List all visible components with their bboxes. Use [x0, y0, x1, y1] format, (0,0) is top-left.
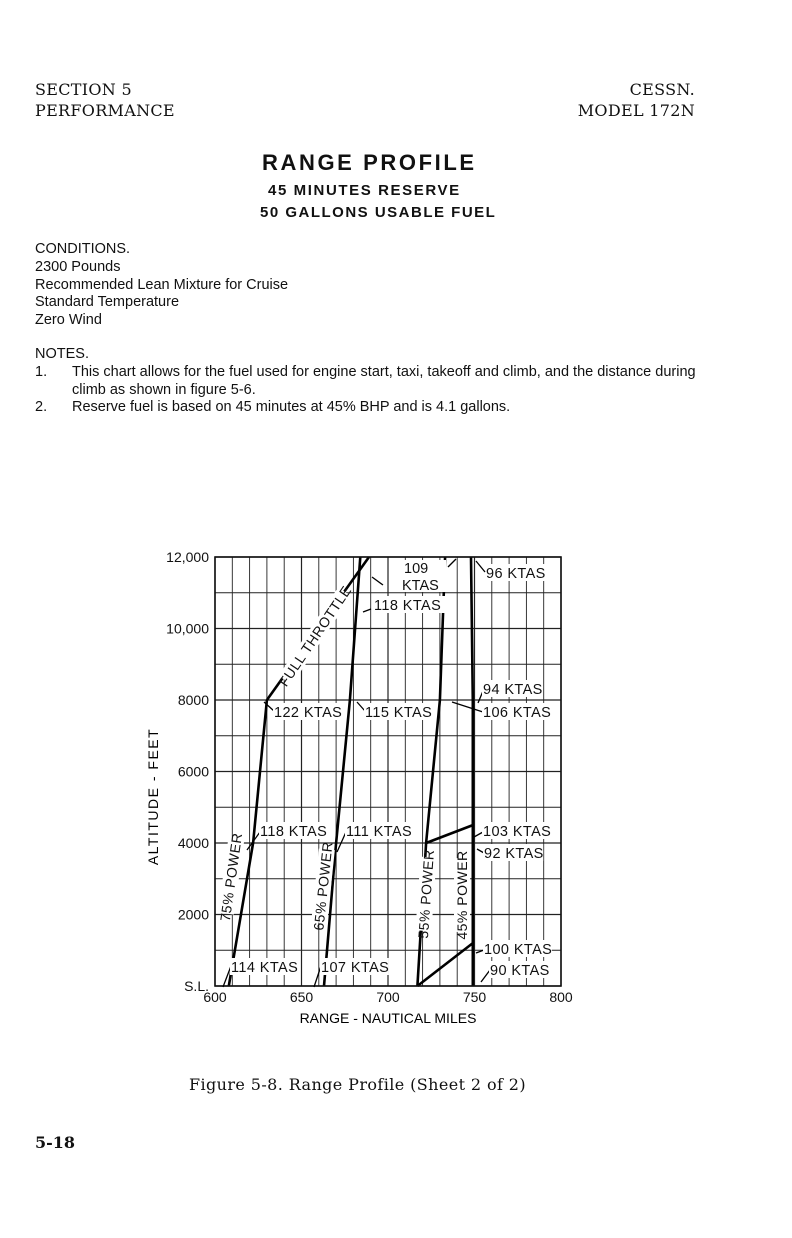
speed-label: 114 KTAS: [231, 960, 299, 976]
x-tick-label: 750: [462, 989, 487, 1005]
speed-label: 92 KTAS: [484, 846, 544, 862]
x-tick-label: 700: [376, 989, 400, 1005]
note-item: [35, 364, 715, 400]
page-number: 5-18: [35, 1133, 76, 1152]
y-tick-label: 6000: [177, 763, 209, 780]
y-tick-label: 4000: [177, 835, 209, 851]
y-tick-label: S.L.: [184, 978, 209, 994]
section-label: SECTION 5: [35, 80, 132, 99]
speed-label-line: KTAS: [402, 578, 439, 594]
note-text: Reserve fuel is based on 45 minutes at 45% BHP and is 4.1 gallons.: [72, 399, 511, 416]
note-number: 2.: [35, 399, 48, 416]
speed-label: 111 KTAS: [346, 824, 413, 840]
brand-label: CESSN.: [629, 80, 695, 99]
speed-label: 96 KTAS: [486, 566, 546, 582]
x-axis-title: RANGE - NAUTICAL MILES: [299, 1010, 477, 1026]
subject-label: PERFORMANCE: [35, 101, 175, 120]
speed-label: 118 KTAS: [374, 598, 442, 614]
subtitle-reserve: 45 MINUTES RESERVE: [268, 182, 461, 199]
y-tick-label: 10,000: [166, 620, 209, 637]
subtitle-fuel: 50 GALLONS USABLE FUEL: [260, 204, 497, 221]
speed-label: 106 KTAS: [483, 705, 552, 721]
note-number: 1.: [35, 363, 48, 380]
speed-label: 103 KTAS: [483, 824, 552, 840]
curve-label-group: [454, 850, 470, 939]
range-profile-chart: [0, 540, 792, 1040]
speed-label: 90 KTAS: [490, 963, 550, 979]
condition-item: 2300 Pounds: [35, 258, 121, 275]
x-tick-label: 600: [203, 989, 227, 1005]
curve-label: FULL THROTTLE: [275, 582, 355, 690]
figure-caption: Figure 5-8. Range Profile (Sheet 2 of 2): [189, 1075, 527, 1094]
conditions-heading: CONDITIONS.: [35, 241, 131, 257]
note-text: This chart allows for the fuel used for engine start, taxi, takeoff and climb, and the distance during climb as shown in figure 5-6.: [72, 363, 696, 398]
notes-block: [35, 346, 715, 417]
condition-item: Zero Wind: [35, 312, 102, 329]
speed-label: 94 KTAS: [483, 682, 543, 698]
y-tick-label: 12,000: [166, 549, 209, 565]
y-axis-title: ALTITUDE - FEET: [145, 727, 161, 866]
note-item: [35, 399, 715, 417]
speed-label-line: 109: [404, 561, 429, 577]
speed-label: 122 KTAS: [274, 705, 343, 721]
curve-label: 65% POWER: [310, 840, 336, 932]
conditions-block: [35, 241, 288, 330]
x-tick-label: 800: [549, 989, 573, 1005]
notes-heading: NOTES.: [35, 346, 89, 362]
condition-item: Recommended Lean Mixture for Cruise: [35, 276, 289, 293]
x-tick-label: 650: [289, 989, 314, 1005]
y-tick-label: 8000: [177, 692, 209, 708]
model-header: [578, 79, 695, 121]
speed-label: 100 KTAS: [484, 942, 553, 958]
curve-label: 55% POWER: [414, 848, 438, 940]
curve-label: 45% POWER: [454, 850, 470, 940]
speed-label: 118 KTAS: [260, 824, 328, 840]
model-label: MODEL 172N: [577, 101, 695, 120]
section-header: [35, 79, 175, 121]
page-title: RANGE PROFILE: [262, 150, 477, 175]
condition-item: Standard Temperature: [35, 294, 180, 311]
curve-label: 75% POWER: [216, 831, 246, 923]
speed-label: 115 KTAS: [365, 705, 433, 721]
y-tick-label: 2000: [177, 906, 209, 923]
speed-label: 107 KTAS: [321, 960, 390, 976]
